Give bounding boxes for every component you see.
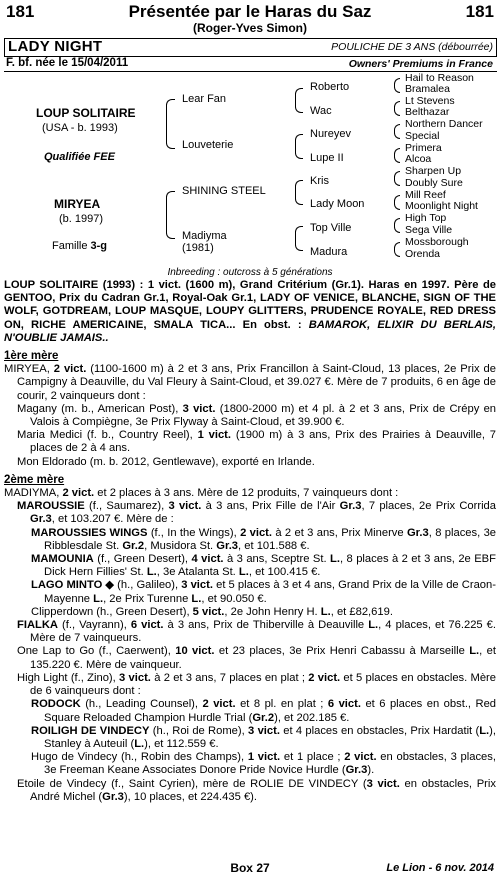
g4-horse: Lt Stevens: [405, 95, 455, 107]
g4-horse: Moonlight Night: [405, 200, 478, 212]
g4-horse: Alcoa: [405, 153, 432, 165]
g4-horse: Northern Dancer: [405, 118, 483, 130]
produce-entry: Etoile de Vindecy (f., Saint Cyrien), mère de ROLIE DE VINDECY (3 vict. en obstacles, Prix André Michel (Gr.3), 10 places, et 224.435 €).: [17, 777, 496, 803]
page-title: Présentée par le Haras du Saz: [128, 2, 372, 21]
g3-horse: Kris: [310, 175, 329, 187]
g4-horse: Mill Reef: [405, 189, 446, 201]
produce-entry: FIALKA (f., Vayrann), 6 vict. à 3 ans, Prix de Thiberville à Deauville L., 4 places, et 76.225 €. Mère de 7 vainqueurs.: [17, 619, 497, 645]
box-number: Box 27: [230, 861, 270, 875]
bracket: [295, 226, 303, 251]
produce-entry: Clipperdown (h., Green Desert), 5 vict., 2e John Henry H. L., et £82,619.: [31, 605, 393, 618]
first-dam-heading: 1ère mère: [4, 350, 59, 363]
bracket: [295, 180, 303, 205]
bracket: [394, 171, 400, 186]
sire-note: Qualifiée FEE: [44, 151, 115, 163]
sire-dam: Louveterie: [182, 139, 234, 151]
dam-name: MIRYEA: [54, 197, 101, 211]
g4-horse: Primera: [405, 142, 442, 154]
g4-horse: Mossborough: [405, 236, 469, 248]
dam-sire: SHINING STEEL: [182, 185, 266, 197]
g4-horse: Doubly Sure: [405, 177, 463, 189]
produce-entry: MAROUSSIE (f., Saumarez), 3 vict. à 3 ans, Prix Fille de l'Air Gr.3, 7 places, 2e Prix Corrida Gr.3, et 103.207 €. Mère de :: [17, 500, 496, 526]
produce-entry: Mon Eldorado (m. b. 2012, Gentlewave), exporté en Irlande.: [17, 455, 315, 468]
lot-number-right: 181: [465, 2, 494, 21]
second-dam-heading: 2ème mère: [4, 473, 65, 486]
consignor: (Roger-Yves Simon): [192, 21, 308, 35]
g3-horse: Lupe II: [310, 152, 344, 164]
horse-name: LADY NIGHT: [8, 38, 103, 55]
g3-horse: Top Ville: [310, 222, 352, 234]
sire-sire: Lear Fan: [182, 93, 227, 105]
produce-entry: Maria Medici (f. b., Country Reel), 1 vict. (1900 m) à 3 ans, Prix des Prairies à Deauville, 7 places de 2 à 4 ans.: [17, 429, 496, 455]
g3-horse: Nureyev: [310, 128, 351, 140]
g4-horse: Hail to Reason: [405, 72, 474, 84]
sire-summary: [4, 279, 496, 345]
family-number: 3-g: [90, 240, 108, 252]
lot-number-left: 181: [6, 2, 35, 21]
g4-horse: Belthazar: [405, 106, 450, 118]
second-dam-entry: MADIYMA, 2 vict. et 2 places à 3 ans. Mère de 12 produits, 7 vainqueurs dont :: [4, 487, 399, 500]
sire-summary-text: LOUP SOLITAIRE (1993) : 1 vict. (1600 m), Grand Critérium (Gr.1). Haras en 1997. Père de GENTOO, Prix du Cadran Gr.1, Royal-Oak Gr.1, LADY OF VENICE, BLANCHE, SIGN OF THE WOLF, GOTDREAM, LOUP MASQUE, LOUPY GLITTERS, PRUDENCE ROYALE, RED DRESS ON, RICHE AMERICAINE, SMALA TICA... En obst. :: [4, 279, 496, 331]
horse-birth: F. bf. née le 15/04/2011: [6, 57, 129, 69]
g4-horse: Sega Ville: [405, 224, 453, 236]
inbreeding-note: Inbreeding : outcross à 5 générations: [167, 267, 333, 278]
bracket: [394, 101, 400, 116]
produce-entry: ROILIGH DE VINDECY (h., Roi de Rome), 3 vict. et 4 places en obstacles, Prix Hardatit (L.), Stanley à Auteuil (L.), et 112.559 €.: [31, 724, 496, 750]
dam-dam: Madiyma: [182, 230, 227, 242]
family-line: [52, 240, 107, 252]
sale-date: Le Lion - 6 nov. 2014: [386, 862, 494, 874]
bracket: [394, 242, 400, 257]
horse-sex-age: POULICHE DE 3 ANS (débourrée): [331, 41, 493, 53]
bracket: [166, 191, 175, 239]
bracket: [394, 124, 400, 139]
produce-entry: High Light (f., Zino), 3 vict. à 2 et 3 ans, 7 places en plat ; 2 vict. et 5 places en obstacles. Mère de 6 vainqueurs dont :: [17, 671, 497, 698]
bracket: [394, 78, 400, 93]
produce-entry: LAGO MINTO ◆ (h., Galileo), 3 vict. et 5 places à 3 et 4 ans, Grand Prix de la Ville de Craon-Mayenne L., 2e Prix Turenne L., et 90.050 €.: [31, 579, 496, 605]
horse-name-box: [4, 38, 497, 57]
bracket: [394, 195, 400, 210]
produce-entry: One Lap to Go (f., Caerwent), 10 vict. et 23 places, 3e Prix Henri Cabassu à Marseille L., et 135.220 €. Mère de vainqueur.: [17, 645, 497, 671]
bracket: [295, 134, 303, 159]
family-prefix: Famille: [52, 240, 91, 252]
bracket: [394, 218, 400, 233]
bracket: [295, 88, 303, 113]
dam-info: (b. 1997): [59, 213, 104, 225]
g3-horse: Madura: [310, 246, 348, 258]
g3-horse: Roberto: [310, 81, 350, 93]
first-dam-entry: MIRYEA, 2 vict. (1100-1600 m) à 2 et 3 ans, Prix Francillon à Saint-Cloud, 13 places, 2e Prix de Campigny à Deauville, du Val Fleury à Saint-Cloud, et 39.027 €. Mère de 7 produits, 6 en âge de courir, 2 vainqueurs dont :: [4, 363, 496, 402]
produce-entry: MAROUSSIES WINGS (f., In the Wings), 2 vict. à 2 et 3 ans, Prix Minerve Gr.3, 8 places, 3e Ribblesdale St. Gr.2, Musidora St. Gr.3, et 101.588 €.: [31, 526, 497, 552]
produce-record: [4, 279, 496, 804]
produce-entry: Magany (m. b., American Post), 3 vict. (1800-2000 m) et 4 pl. à 2 et 3 ans, Prix de Crépy en Valois à Compiègne, 3e Prix Flyway à Saint-Cloud, et 39.900 €.: [17, 402, 497, 429]
g4-horse: Orenda: [405, 248, 441, 260]
dam-dam-year: (1981): [182, 242, 214, 254]
pedigree-chart: [0, 72, 500, 282]
sire-info: (USA - b. 1993): [42, 122, 118, 134]
bracket: [166, 99, 175, 149]
g4-horse: Bramalea: [405, 83, 450, 95]
owners-premium: Owners' Premiums in France: [348, 58, 493, 70]
g4-horse: Sharpen Up: [405, 165, 462, 177]
produce-entry: RODOCK (h., Leading Counsel), 2 vict. et 8 pl. en plat ; 6 vict. et 6 places en obst., Red Square Reloaded Champion Hurdle Trial (Gr.2), et 202.185 €.: [31, 698, 497, 724]
g3-horse: Wac: [310, 105, 332, 117]
g4-horse: Special: [405, 130, 440, 142]
sire-name: LOUP SOLITAIRE: [36, 106, 136, 120]
bracket: [394, 148, 400, 163]
sire-summary-obst: BAMAROK, ELIXIR DU BERLAIS, N'OUBLIE JAMAIS..: [4, 318, 496, 344]
g3-horse: Lady Moon: [310, 198, 365, 210]
g4-horse: High Top: [405, 212, 447, 224]
produce-entry: MAMOUNIA (f., Green Desert), 4 vict. à 3 ans, Sceptre St. L., 8 places à 2 et 3 ans, 2e EBF Dick Hern Fillies' St. L., 3e Atalanta St. L., et 100.415 €.: [31, 553, 496, 579]
produce-entry: Hugo de Vindecy (h., Robin des Champs), 1 vict. et 1 place ; 2 vict. en obstacles, 3 places, 3e Freeman Keane Associates Donore Pride Novice Hurdle (Gr.3).: [31, 751, 496, 777]
